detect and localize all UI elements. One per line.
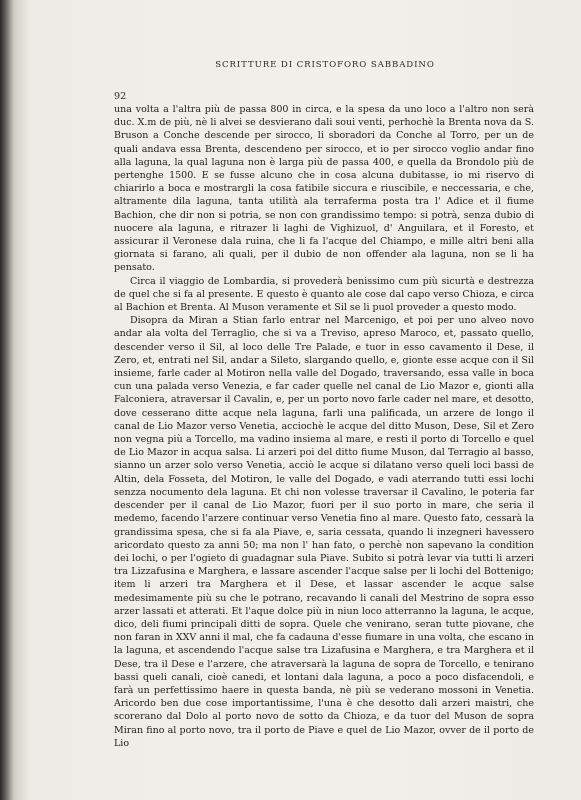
paragraph-3: Disopra da Miran a Stian farlo entrar nel Marcenigo, et poi per uno alveo novo andar ala volta del Terraglio, che si va a Treviso, apreso Maroco, et, passato quello, descender verso il Sil, al loco delle Tre Palade, e tuor in esso cavamento il Dese, il Zero, et, entrati nel Sil, andar a Sileto, slargando quello, e, gionte esse acque con il Sil insieme, farle cader al Motiron nella valle del Dogado, traversando, essa valle in boca cun una palada verso Venezia, e far cader quelle nel canal de Lio Mazor e, gionti alla Falconiera, atraversar il Cavalin, e, per un porto novo farle cader nel mare, et desotto, dove cesserano ditte acque nela laguna, farli una palificada, un arzere de longo il canal de Lio Mazor verso Venetia, acciochè le acque del ditto Muson, Dese, Sil et Zero non vegna più a Torcello, ma vadino insiema al mare, e resti il porto di Torcello e quel de Lio Mazor in acqua salsa. Li arzeri poi del ditto fiume Muson, dal Terragio al basso, sianno un arzer solo verso Venetia, acciò le acque si dilatano verso queli loci bassi de Altin, dela Fosseta, del Motiron, le valle del Dogado, e vadi aterrando tutti essi lochi senzza nocumento dela laguna. Et chi non volesse traversar il Cavalino, le poteria far descender per il canal de Lio Mazor, fuori per il suo porto in mare, che seria il medemo, facendo l'arzere continuar verso Venetia fino al mare. Questo fato, cessarà la grandissima spesa, che si fa ala Piave, e, saria cessata, quando li inzegneri havessero aricordato questo za anni 50; ma non l' han fato, o perchè non sapevano la condition dei lochi, o per l'ogieto di guadagnar sula Piave. Subito si potrà levar via tutti li arzeri tra Lizzafusina e Marghera, e lassare ascender l'acque salse per li lochi del Bottenigo; item li arzeri tra Marghera et il Dese, et lassar ascender le acque salse medesimamente più su che le potrano, recavando li canali del Mestrino de sopra esso arzer lassati et atterati. Et l'aque dolce più in niun loco atterranno la laguna, le acque, dico, deli fiumi principali ditti de sopra. Quele che venirano, seran tutte piovane, che non faran in XXV anni il mal, che fa cadauna d'esse fiumare in una volta, che escano in la laguna, et ascendendo l'acque salse tra Lizafusina e Marghera, e tra Marghera et il Dese, tra il Dese e l'arzere, che atraversarà la laguna de sopra de Torcello, e tenirano bassi queli canali, cioè canedi, et lontani dala laguna, a poco a poco disfacendoli, e farà un perfettissimo haere in questa banda, nè più se vederano mossoni in Venetia. Aricordo ben due cose importantissime, l'una è che desotto dali arzeri maistri, che scorerano dal Dolo al porto novo de sotto da Chioza, e da tuor del Muson de sopra Miran fino al porto novo, tra il porto de Piave e quel de Lio Mazor, ovver de il porto de Lio <box>114 315 534 749</box>
body-text <box>114 103 534 750</box>
paragraph-1: una volta a l'altra più de passa 800 in circa, e la spesa da uno loco a l'altro non serà duc. X.m de più, nè li alvei se desvierano dali soui venti, perhochè la Brenta nova da S. Bruson a Conche descende per sirocco, li sboradori da Conche al Torro, per un de quali andava essa Brenta, descendeno per sirocco, et io per sirocco voglio andar fino alla laguna, la qual laguna non è larga più de passa 400, e quella da Brondolo più de pertenghe 1500. E se fusse alcuno che in cosa alcuna dubitasse, io mi riservo di chiarirlo a boca e mostrargli la cosa fatibile siccura e riuscibile, e neccessaria, e che, altramente dila laguna, tanta utilità ala terraferma posta tra l' Adice et il fiume Bachion, che dir non si potria, se non con grandissimo tempo: si potrà, senza dubio di nuocere ala laguna, e ritrazer li laghi de Vighizuol, d' Anguilara, et il Foresto, et assicurar il Veronese dala ruina, che li fa l'acque del Chiampo, e mille altri beni alla giornata si farano, ali quali, per il dubio de non offender ala laguna, non se li ha pensato. <box>114 104 534 274</box>
paragraph-2: Circa il viaggio de Lombardia, si provederà benissimo cum più sicurtà e destrezza de quel che si fa al presente. E questo è quanto ale cose dal capo verso Chioza, e circa al Bachion et Brenta. Al Muson veramente et Sil se li puol proveder a questo modo. <box>114 275 534 314</box>
page-number: 92 <box>114 91 127 102</box>
running-head: SCRITTURE DI CRISTOFORO SABBADINO <box>215 60 435 70</box>
